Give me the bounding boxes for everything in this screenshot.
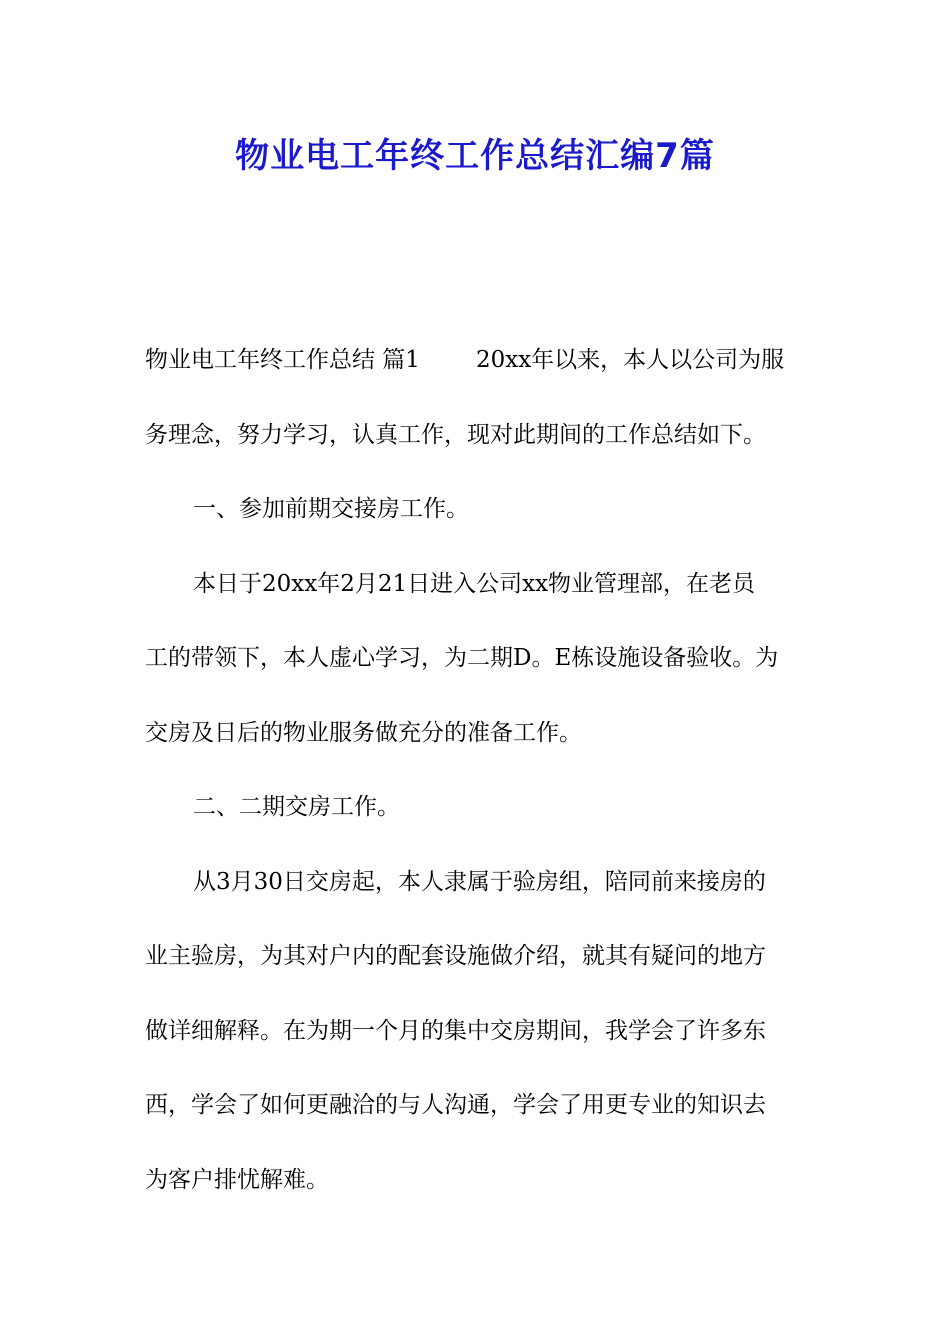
paragraph-line: 务理念，努力学习，认真工作，现对此期间的工作总结如下。 — [145, 421, 766, 448]
document-title: 物业电工年终工作总结汇编7篇 — [235, 136, 715, 176]
paragraph-line: 二、二期交房工作。 — [193, 794, 400, 820]
paragraph-line: 交房及日后的物业服务做充分的准备工作。 — [145, 719, 582, 746]
paragraph-line: 本日于20xx年2月21日进入公司xx物业管理部，在老员 — [193, 570, 756, 597]
section-heading: 物业电工年终工作总结 篇1 — [145, 347, 420, 373]
paragraph-line: 做详细解释。在为期一个月的集中交房期间，我学会了许多东 — [145, 1017, 766, 1044]
paragraph-line: 业主验房，为其对户内的配套设施做介绍，就其有疑问的地方 — [145, 943, 766, 969]
document-body — [145, 336, 810, 1230]
paragraph-line: 工的带领下，本人虚心学习，为二期D。E栋设施设备验收。为 — [145, 645, 779, 671]
paragraph-line: 为客户排忧解难。 — [145, 1166, 329, 1193]
paragraph-line — [145, 336, 810, 411]
paragraph-text: 20xx年以来，本人以公司为服 — [475, 347, 785, 373]
paragraph-line: 一、参加前期交接房工作。 — [193, 496, 469, 522]
paragraph-line: 西，学会了如何更融洽的与人沟通，学会了用更专业的知识去 — [145, 1092, 766, 1118]
paragraph-line: 从3月30日交房起，本人隶属于验房组，陪同前来接房的 — [193, 868, 766, 895]
